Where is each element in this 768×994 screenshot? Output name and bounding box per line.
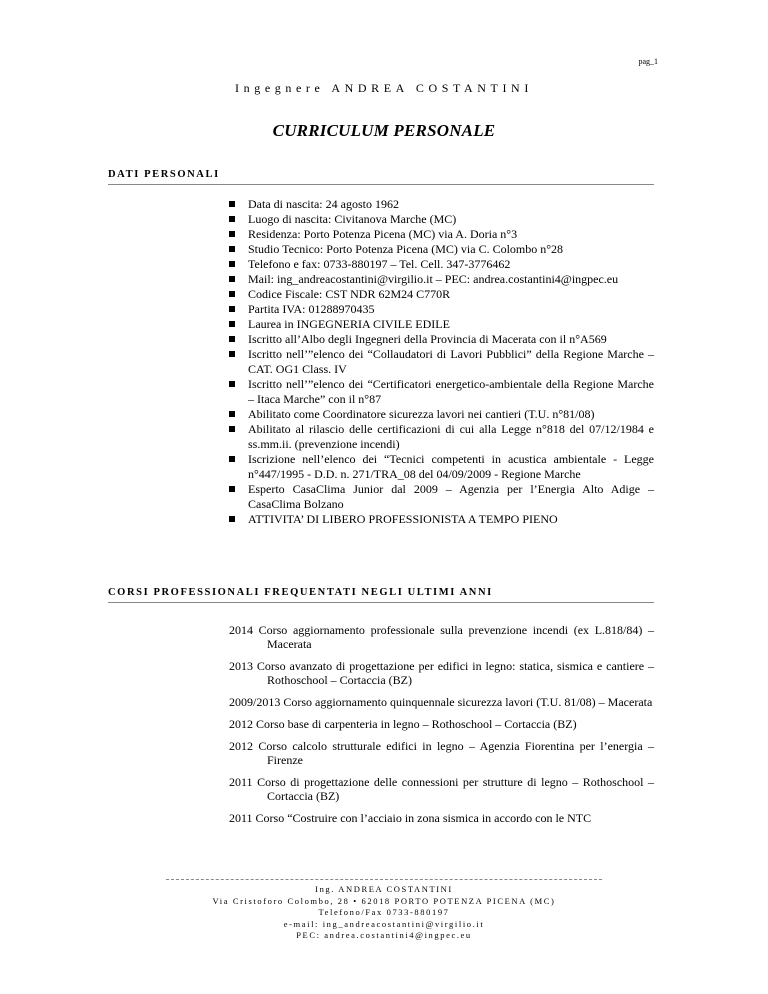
footer-divider xyxy=(166,879,602,880)
bullet-icon xyxy=(229,336,235,342)
footer-email: e-mail: ing_andreacostantini@virgilio.it xyxy=(283,918,485,929)
bullet-icon xyxy=(229,516,235,522)
list-item: Luogo di nascita: Civitanova Marche (MC) xyxy=(248,212,654,227)
bullet-icon xyxy=(229,246,235,252)
list-item: 2011 Corso di progettazione delle connessioni per strutture di legno – Rothoschool – Cortaccia (BZ) xyxy=(229,775,654,803)
bullet-icon xyxy=(229,381,235,387)
footer-phone: Telefono/Fax 0733-880197 xyxy=(318,907,450,917)
list-item: Laurea in INGEGNERIA CIVILE EDILE xyxy=(248,317,654,332)
list-item: Iscritto nell’”elenco dei “Certificatori energetico-ambientale della Regione Marche – Itaca Marche” con il n°87 xyxy=(248,377,654,407)
bullet-icon xyxy=(229,456,235,462)
list-item: Abilitato come Coordinatore sicurezza lavori nei cantieri (T.U. n°81/08) xyxy=(248,407,654,422)
courses-list xyxy=(229,623,654,833)
bullet-icon xyxy=(229,351,235,357)
header-name: Ingegnere ANDREA COSTANTINI xyxy=(235,81,533,95)
bullet-icon xyxy=(229,321,235,327)
bullet-icon xyxy=(229,261,235,267)
list-item: Residenza: Porto Potenza Picena (MC) via A. Doria n°3 xyxy=(248,227,654,242)
list-item: 2009/2013 Corso aggiornamento quinquennale sicurezza lavori (T.U. 81/08) – Macerata xyxy=(229,695,653,709)
list-item: Esperto CasaClima Junior dal 2009 – Agenzia per l’Energia Alto Adige – CasaClima Bolzano xyxy=(248,482,654,512)
list-item: Abilitato al rilascio delle certificazioni di cui alla Legge n°818 del 07/12/1984 e ss.mm.ii. (prevenzione incendi) xyxy=(248,422,654,452)
bullet-icon xyxy=(229,216,235,222)
bullet-icon xyxy=(229,486,235,492)
footer xyxy=(0,884,768,942)
list-item: Iscritto nell’”elenco dei “Collaudatori di Lavori Pubblici” della Regione Marche – CAT. OG1 Class. IV xyxy=(248,347,654,377)
list-item: 2012 Corso base di carpenteria in legno – Rothoschool – Cortaccia (BZ) xyxy=(229,717,577,731)
list-item: Codice Fiscale: CST NDR 62M24 C770R xyxy=(248,287,654,302)
list-item: Partita IVA: 01288970435 xyxy=(248,302,654,317)
list-item: 2013 Corso avanzato di progettazione per edifici in legno: statica, sismica e cantiere – Rothoschool – Cortaccia (BZ) xyxy=(229,659,654,687)
list-item: ATTIVITA’ DI LIBERO PROFESSIONISTA A TEMPO PIENO xyxy=(248,512,654,527)
footer-address: Via Cristoforo Colombo, 28 • 62018 PORTO POTENZA PICENA (MC) xyxy=(212,895,556,906)
bullet-icon xyxy=(229,231,235,237)
list-item: Iscritto all’Albo degli Ingegneri della Provincia di Macerata con il n°A569 xyxy=(248,332,654,347)
bullet-icon xyxy=(229,201,235,207)
list-item: Telefono e fax: 0733-880197 – Tel. Cell. 347-3776462 xyxy=(248,257,654,272)
bullet-icon xyxy=(229,291,235,297)
bullet-icon xyxy=(229,426,235,432)
list-item: Studio Tecnico: Porto Potenza Picena (MC) via C. Colombo n°28 xyxy=(248,242,654,257)
footer-pec: PEC: andrea.costantini4@ingpec.eu xyxy=(296,930,472,940)
list-item: 2011 Corso “Costruire con l’acciaio in zona sismica in accordo con le NTC xyxy=(229,811,592,825)
footer-name: Ing. ANDREA COSTANTINI xyxy=(315,884,453,894)
list-item: 2012 Corso calcolo strutturale edifici in legno – Agenzia Fiorentina per l’energia – Firenze xyxy=(229,739,654,767)
page-number: pag_1 xyxy=(638,57,658,66)
document-title: CURRICULUM PERSONALE xyxy=(272,121,496,140)
section-heading-courses: CORSI PROFESSIONALI FREQUENTATI NEGLI ULTIMI ANNI xyxy=(108,587,654,603)
personal-data-list xyxy=(248,197,654,527)
section-heading-personal: DATI PERSONALI xyxy=(108,169,654,185)
bullet-icon xyxy=(229,276,235,282)
bullet-icon xyxy=(229,411,235,417)
bullet-icon xyxy=(229,306,235,312)
list-item: Data di nascita: 24 agosto 1962 xyxy=(248,197,654,212)
list-item: Iscrizione nell’elenco dei “Tecnici competenti in acustica ambientale - Legge n°447/1995 - D.D. n. 271/TRA_08 del 04/09/2009 - Regione Marche xyxy=(248,452,654,482)
list-item: 2014 Corso aggiornamento professionale sulla prevenzione incendi (ex L.818/84) – Macerata xyxy=(229,623,654,651)
list-item: Mail: ing_andreacostantini@virgilio.it – PEC: andrea.costantini4@ingpec.eu xyxy=(248,272,654,287)
